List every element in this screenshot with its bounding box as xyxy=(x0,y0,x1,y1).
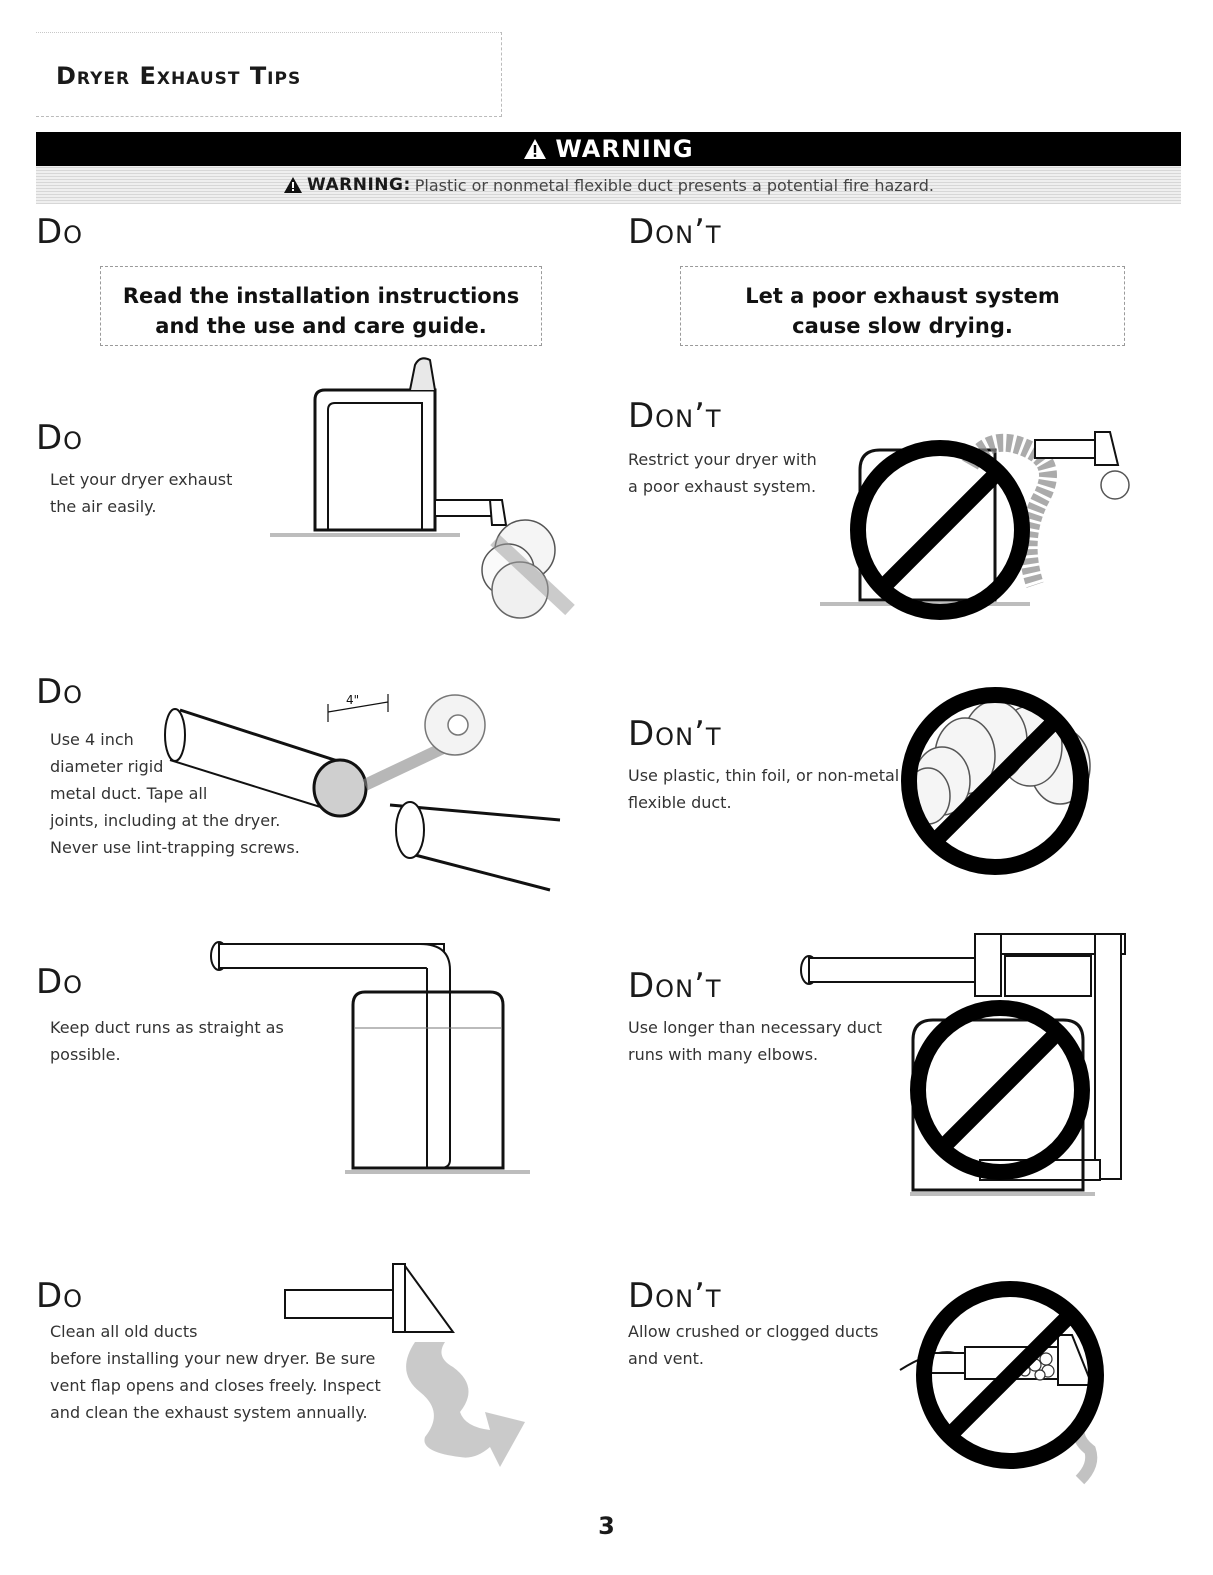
tip-text-line: a poor exhaust system. xyxy=(628,477,817,496)
tip-text-line: Allow crushed or clogged ducts xyxy=(628,1322,879,1341)
do-callout-line: Read the installation instructions xyxy=(122,284,520,308)
tip-text-line: joints, including at the dryer. xyxy=(50,811,281,830)
tip-text-line: possible. xyxy=(50,1045,121,1064)
dont-callout-line: cause slow drying. xyxy=(792,314,1013,338)
page-title: Dryer Exhaust Tips xyxy=(56,62,302,90)
restricted-exhaust-illustration xyxy=(820,410,1150,615)
tip-text xyxy=(50,466,290,520)
do-column-heading: Do xyxy=(36,212,84,252)
duct-with-many-elbows-illustration xyxy=(795,930,1130,1200)
warning-label: WARNING: xyxy=(306,175,411,195)
tip-text xyxy=(628,1318,928,1372)
tip-heading: Do xyxy=(36,962,84,1002)
warning-text: Plastic or nonmetal flexible duct presents a potential fire hazard. xyxy=(414,175,935,195)
dont-column-heading: Don’t xyxy=(628,212,722,252)
warning-triangle-icon xyxy=(523,138,547,160)
tip-text-line: Let your dryer exhaust xyxy=(50,470,233,489)
dryer-exhaust-illustration xyxy=(270,355,590,635)
prohibited-sign-icon xyxy=(918,1008,1082,1172)
warning-triangle-icon xyxy=(283,176,303,194)
tip-heading: Do xyxy=(36,672,84,712)
tip-heading: Don’t xyxy=(628,966,722,1006)
straight-duct-run-illustration xyxy=(205,940,535,1180)
page-number: 3 xyxy=(598,1512,615,1540)
clogged-duct-illustration xyxy=(900,1275,1110,1490)
dimension-marker xyxy=(328,693,388,722)
dont-callout-box xyxy=(680,266,1125,346)
tip-text-line: diameter rigid xyxy=(50,757,164,776)
warning-message-strip xyxy=(36,166,1181,204)
tip-text-line: Never use lint-trapping screws. xyxy=(50,838,300,857)
rigid-metal-duct-illustration xyxy=(160,680,570,900)
tip-text-line: Restrict your dryer with xyxy=(628,450,817,469)
tip-text-line: and clean the exhaust system annually. xyxy=(50,1403,368,1422)
tip-text xyxy=(628,762,918,816)
warning-header-bar xyxy=(36,132,1181,166)
tip-text-line: Use longer than necessary duct xyxy=(628,1018,883,1037)
do-callout-line: and the use and care guide. xyxy=(155,314,487,338)
dimension-label: 4" xyxy=(346,693,360,707)
tip-heading: Don’t xyxy=(628,396,722,436)
tip-text-line: Clean all old ducts xyxy=(50,1322,198,1341)
tip-text-line: vent flap opens and closes freely. Inspect xyxy=(50,1376,381,1395)
tip-text-line: metal duct. Tape all xyxy=(50,784,208,803)
prohibited-sign-icon xyxy=(858,448,1022,612)
tip-text-line: flexible duct. xyxy=(628,793,732,812)
tip-heading: Do xyxy=(36,1276,84,1316)
tip-text-line: runs with many elbows. xyxy=(628,1045,819,1064)
tip-text-line: and vent. xyxy=(628,1349,704,1368)
tip-text-line: the air easily. xyxy=(50,497,157,516)
tip-heading: Do xyxy=(36,418,84,458)
dont-callout-line: Let a poor exhaust system xyxy=(745,284,1060,308)
tip-text-line: before installing your new dryer. Be sure xyxy=(50,1349,376,1368)
vent-hood-illustration xyxy=(285,1262,545,1492)
flexible-foil-duct-illustration xyxy=(900,676,1100,886)
tip-text-line: Keep duct runs as straight as xyxy=(50,1018,284,1037)
warning-heading: WARNING xyxy=(555,135,694,163)
tip-heading: Don’t xyxy=(628,1276,722,1316)
tip-text-line: Use plastic, thin foil, or non-metal xyxy=(628,766,900,785)
title-frame xyxy=(36,32,502,117)
do-callout-box xyxy=(100,266,542,346)
tip-heading: Don’t xyxy=(628,714,722,754)
tip-text-line: Use 4 inch xyxy=(50,730,134,749)
